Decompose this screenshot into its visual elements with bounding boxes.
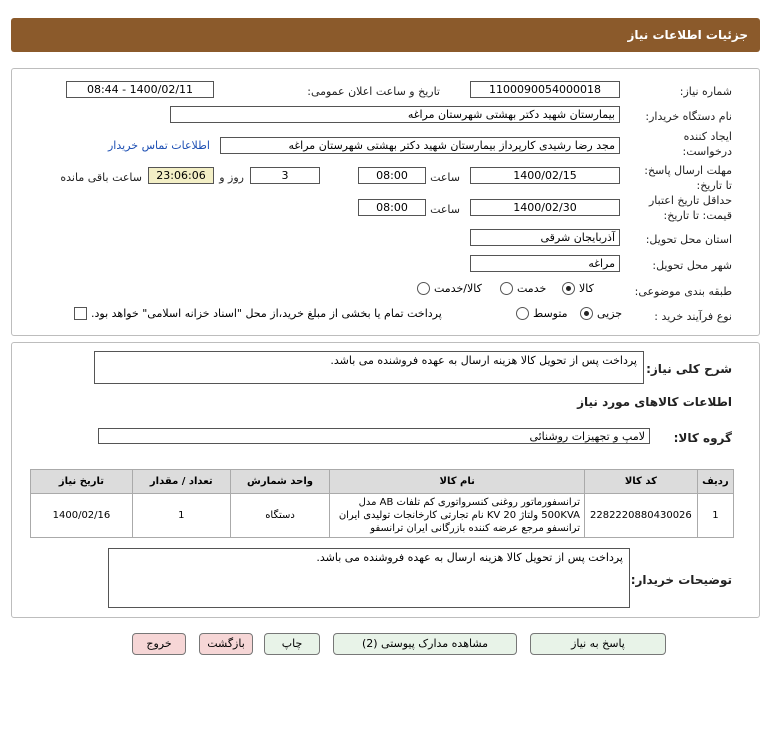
- contact-info-link[interactable]: اطلاعات تماس خریدار: [108, 139, 210, 152]
- deadline-time-label: ساعت: [430, 171, 460, 184]
- col-qty: تعداد / مقدار: [132, 470, 230, 494]
- description-label: شرح کلی نیاز:: [646, 362, 732, 376]
- remaining-time-field: 23:06:06: [148, 167, 214, 184]
- col-name: نام کالا: [330, 470, 585, 494]
- radio-icon[interactable]: [516, 307, 529, 320]
- creator-label-1: ایجاد کننده: [683, 130, 732, 143]
- province-field: آذربایجان شرقی: [470, 229, 620, 246]
- checkbox-icon[interactable]: [74, 307, 87, 320]
- page-title: جزئیات اطلاعات نیاز: [627, 28, 748, 42]
- buyer-notes-field: پرداخت پس از تحویل کالا هزینه ارسال به عهده فروشنده می باشد.: [108, 548, 630, 608]
- validity-time-label: ساعت: [430, 203, 460, 216]
- category-option-goods-service[interactable]: کالا/خدمت: [417, 282, 482, 295]
- days-field: 3: [250, 167, 320, 184]
- purchase-type-label: نوع فرآیند خرید :: [654, 310, 732, 323]
- validity-label-1: حداقل تاریخ اعتبار: [648, 194, 732, 207]
- treasury-payment-option[interactable]: پرداخت تمام یا بخشی از مبلغ خرید،از محل "اسناد خزانه اسلامی" خواهد بود.: [74, 307, 442, 320]
- radio-icon[interactable]: [562, 282, 575, 295]
- back-button[interactable]: بازگشت: [199, 633, 253, 655]
- attachments-button[interactable]: مشاهده مدارک پیوستی (2): [333, 633, 517, 655]
- deadline-date-field: 1400/02/15: [470, 167, 620, 184]
- goods-group-label: گروه کالا:: [673, 431, 732, 445]
- deadline-label-1: مهلت ارسال پاسخ:: [644, 164, 732, 177]
- row-qty: 1: [132, 494, 230, 538]
- row-index: 1: [697, 494, 733, 538]
- province-label: استان محل تحویل:: [645, 233, 732, 246]
- reply-button[interactable]: پاسخ به نیاز: [530, 633, 666, 655]
- radio-icon[interactable]: [500, 282, 513, 295]
- row-name-line-1: ترانسفورماتور روغنی کنسرواتوری کم تلفات AB مدل: [358, 497, 580, 508]
- buyer-field: بیمارستان شهید دکتر بهشتی شهرستان مراغه: [170, 106, 620, 123]
- goods-group-field: لامپ و تجهیزات روشنائی: [98, 428, 650, 444]
- col-unit: واحد شمارش: [230, 470, 330, 494]
- category-label: طبقه بندی موضوعی:: [634, 285, 732, 298]
- row-unit: دستگاه: [230, 494, 330, 538]
- purchase-option-minor[interactable]: جزیی: [580, 307, 622, 320]
- row-name-line-2: 500KVA ولتاژ 20 KV نام تجارتی کارخانجات تولیدی ایران: [338, 510, 580, 521]
- radio-icon[interactable]: [417, 282, 430, 295]
- city-field: مراغه: [470, 255, 620, 272]
- deadline-time-field: 08:00: [358, 167, 426, 184]
- announce-field: 1400/02/11 - 08:44: [66, 81, 214, 98]
- remaining-label: ساعت باقی مانده: [60, 171, 142, 184]
- row-date: 1400/02/16: [31, 494, 133, 538]
- deadline-label-2: تا تاریخ:: [696, 179, 732, 192]
- validity-label-2: قیمت: تا تاریخ:: [663, 209, 732, 222]
- print-button[interactable]: چاپ: [264, 633, 320, 655]
- category-option-goods[interactable]: کالا: [562, 282, 594, 295]
- need-number-label: شماره نیاز:: [679, 85, 732, 98]
- creator-field: مجد رضا رشیدی کارپرداز بیمارستان شهید دکتر بهشتی شهرستان مراغه: [220, 137, 620, 154]
- row-name: [330, 494, 585, 538]
- goods-table: [30, 469, 734, 538]
- description-field: پرداخت پس از تحویل کالا هزینه ارسال به عهده فروشنده می باشد.: [94, 351, 644, 384]
- col-date: تاریخ نیاز: [31, 470, 133, 494]
- table-row: [31, 494, 734, 538]
- row-code: 2282220880430026: [584, 494, 697, 538]
- creator-label-2: درخواست:: [682, 145, 732, 158]
- col-index: ردیف: [697, 470, 733, 494]
- announce-label: تاریخ و ساعت اعلان عمومی:: [307, 85, 440, 98]
- buyer-label: نام دستگاه خریدار:: [645, 110, 732, 123]
- need-number-field: 1100090054000018: [470, 81, 620, 98]
- days-label: روز و: [219, 171, 244, 184]
- city-label: شهر محل تحویل:: [652, 259, 732, 272]
- purchase-option-medium[interactable]: متوسط: [516, 307, 568, 320]
- row-name-line-3: ترانسفو مرجع عرضه کننده بازرگانی ایران ترانسفو: [370, 523, 580, 534]
- goods-section-title: اطلاعات کالاهای مورد نیاز: [577, 395, 732, 409]
- page-header: [11, 18, 760, 52]
- col-code: کد کالا: [584, 470, 697, 494]
- radio-icon[interactable]: [580, 307, 593, 320]
- exit-button[interactable]: خروج: [132, 633, 186, 655]
- category-option-service[interactable]: خدمت: [500, 282, 546, 295]
- buyer-notes-label: توضیحات خریدار:: [630, 573, 732, 587]
- validity-time-field: 08:00: [358, 199, 426, 216]
- validity-date-field: 1400/02/30: [470, 199, 620, 216]
- table-header-row: [31, 470, 734, 494]
